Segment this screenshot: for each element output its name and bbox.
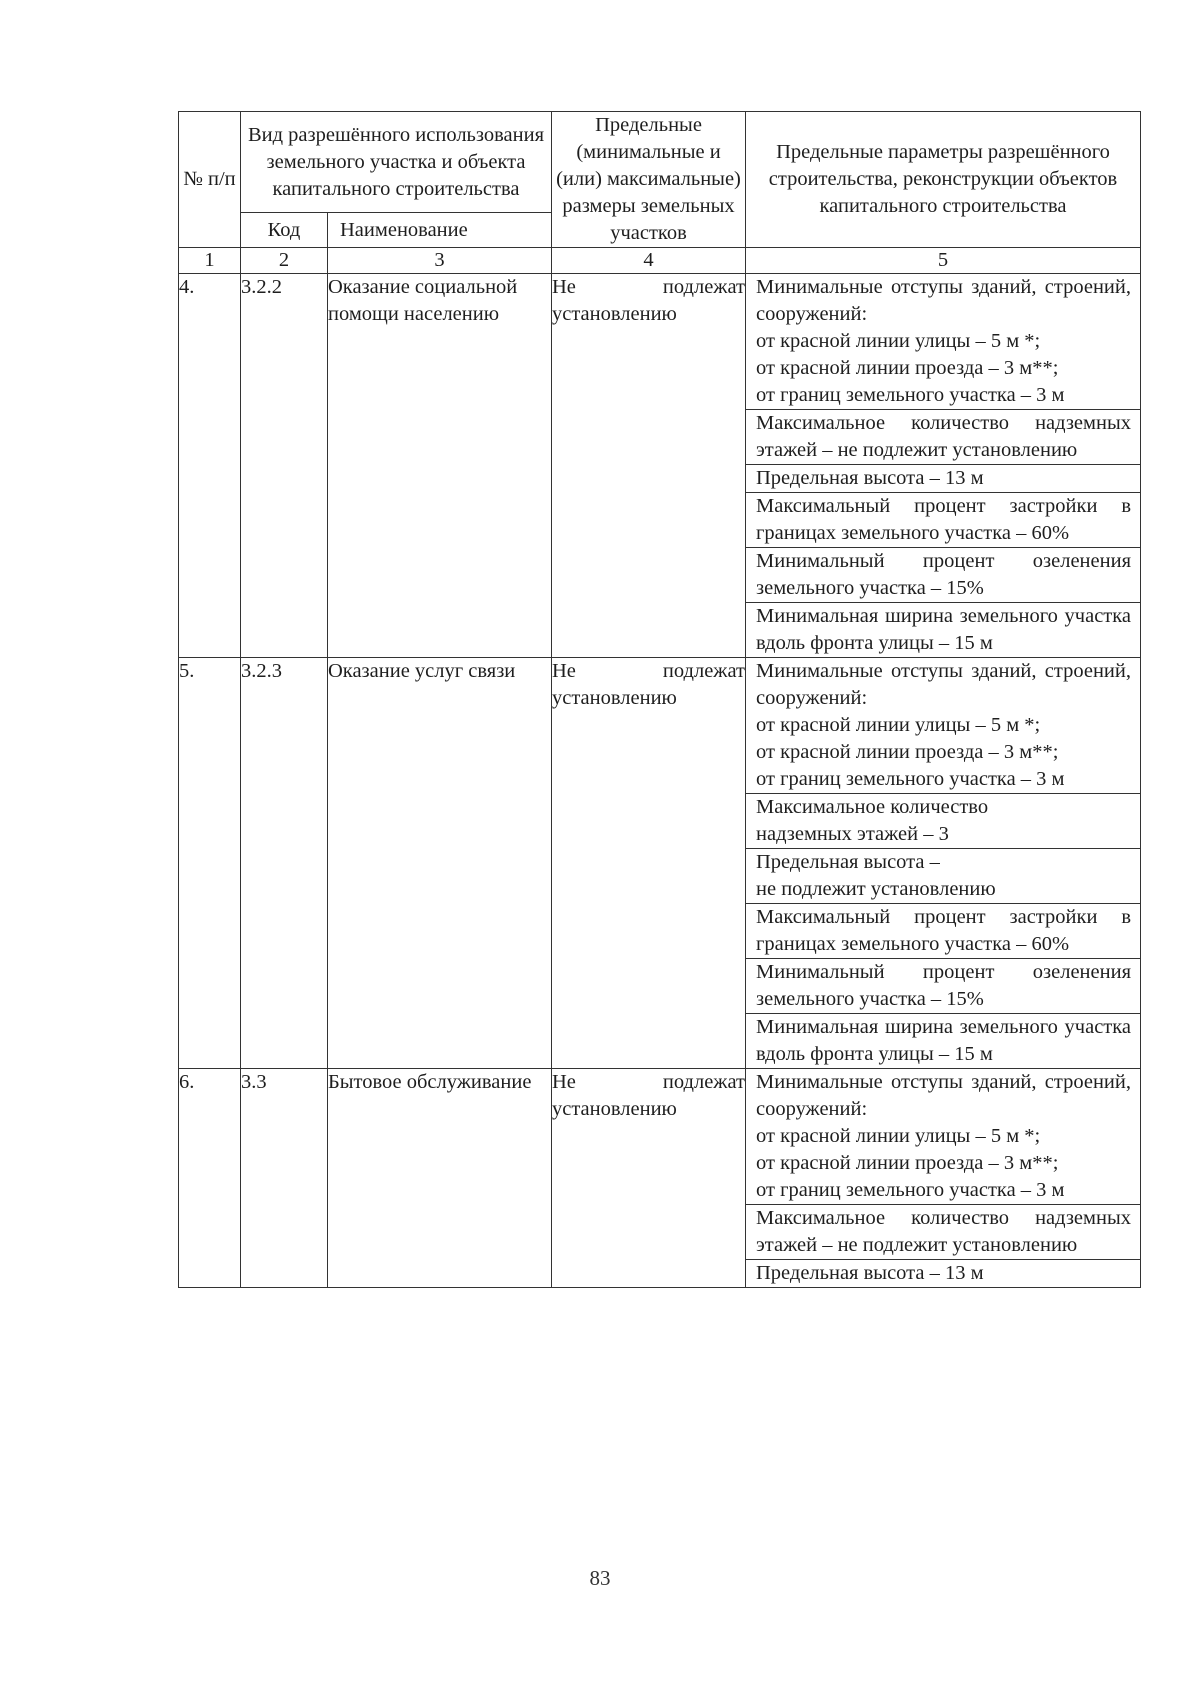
param-line: Максимальное количество надземных этажей – не подлежит установлению (756, 1207, 1131, 1256)
header-code: Код (241, 213, 328, 248)
param-item (746, 904, 1140, 959)
param-item (746, 1069, 1140, 1205)
header-num: № п/п (179, 112, 241, 248)
row-params (746, 658, 1141, 1069)
row-code: 3.2.2 (241, 274, 328, 658)
row-number: 5. (179, 658, 241, 1069)
col-number-2: 2 (241, 248, 328, 274)
param-item (746, 849, 1140, 904)
row-params (746, 1069, 1141, 1288)
param-item (746, 1260, 1140, 1287)
col-number-3: 3 (328, 248, 552, 274)
param-line: Минимальные отступы зданий, строений, сооружений: (756, 1071, 1131, 1120)
param-line: Предельная высота – 13 м (756, 467, 984, 489)
param-line: от красной линии проезда – 3 м**; (756, 357, 1059, 379)
param-line: Максимальный процент застройки в границах земельного участка – 60% (756, 495, 1131, 544)
param-item (746, 603, 1140, 657)
param-line: Предельная высота – 13 м (756, 1262, 984, 1284)
table-row (179, 1069, 1141, 1288)
param-line: Максимальный процент застройки в границах земельного участка – 60% (756, 906, 1131, 955)
param-line: Минимальный процент озеленения земельного участка – 15% (756, 550, 1131, 599)
param-item (746, 410, 1140, 465)
header-params: Предельные параметры разрешённого строительства, реконструкции объектов капитального строительства (746, 112, 1141, 248)
param-item (746, 658, 1140, 794)
table-row (179, 658, 1141, 1069)
table-body (179, 274, 1141, 1288)
param-item (746, 1205, 1140, 1260)
param-line: от красной линии улицы – 5 м *; (756, 330, 1041, 352)
param-item (746, 959, 1140, 1014)
param-line: от границ земельного участка – 3 м (756, 384, 1065, 406)
header-size: Предельные (минимальные и (или) максимальные) размеры земельных участков (552, 112, 746, 248)
param-line: от красной линии проезда – 3 м**; (756, 741, 1059, 763)
param-line: от границ земельного участка – 3 м (756, 1179, 1065, 1201)
row-size: Не подлежат установлению (552, 274, 746, 658)
row-code: 3.2.3 (241, 658, 328, 1069)
param-item (746, 548, 1140, 603)
param-line: Минимальные отступы зданий, строений, сооружений: (756, 276, 1131, 325)
param-item (746, 493, 1140, 548)
param-item (746, 465, 1140, 493)
row-size: Не подлежат установлению (552, 658, 746, 1069)
header-vid: Вид разрешённого использования земельного участка и объекта капитального строительства (241, 112, 552, 213)
row-params (746, 274, 1141, 658)
param-line: Максимальное количество надземных этажей – не подлежит установлению (756, 412, 1131, 461)
col-number-1: 1 (179, 248, 241, 274)
param-line: Минимальная ширина земельного участка вдоль фронта улицы – 15 м (756, 1016, 1131, 1065)
table-row (179, 274, 1141, 658)
param-line: от красной линии улицы – 5 м *; (756, 1125, 1041, 1147)
zoning-table (178, 111, 1141, 1288)
row-size: Не подлежат установлению (552, 1069, 746, 1288)
param-item (746, 1014, 1140, 1068)
param-line: от красной линии проезда – 3 м**; (756, 1152, 1059, 1174)
col-number-4: 4 (552, 248, 746, 274)
row-name: Бытовое обслуживание (328, 1069, 552, 1288)
param-line: от красной линии улицы – 5 м *; (756, 714, 1041, 736)
param-item (746, 794, 1140, 849)
header-name: Наименование (328, 213, 552, 248)
param-line: от границ земельного участка – 3 м (756, 768, 1065, 790)
row-name: Оказание услуг связи (328, 658, 552, 1069)
param-line: Минимальные отступы зданий, строений, сооружений: (756, 660, 1131, 709)
row-name: Оказание социальной помощи населению (328, 274, 552, 658)
param-line: надземных этажей – 3 (756, 823, 949, 845)
page-number: 83 (589, 1566, 611, 1590)
row-number: 6. (179, 1069, 241, 1288)
col-number-5: 5 (746, 248, 1141, 274)
param-item (746, 274, 1140, 410)
param-line: Минимальная ширина земельного участка вдоль фронта улицы – 15 м (756, 605, 1131, 654)
param-line: Минимальный процент озеленения земельного участка – 15% (756, 961, 1131, 1010)
row-number: 4. (179, 274, 241, 658)
row-code: 3.3 (241, 1069, 328, 1288)
param-line: Предельная высота – (756, 851, 940, 873)
param-line: не подлежит установлению (756, 878, 996, 900)
param-line: Максимальное количество (756, 796, 989, 818)
